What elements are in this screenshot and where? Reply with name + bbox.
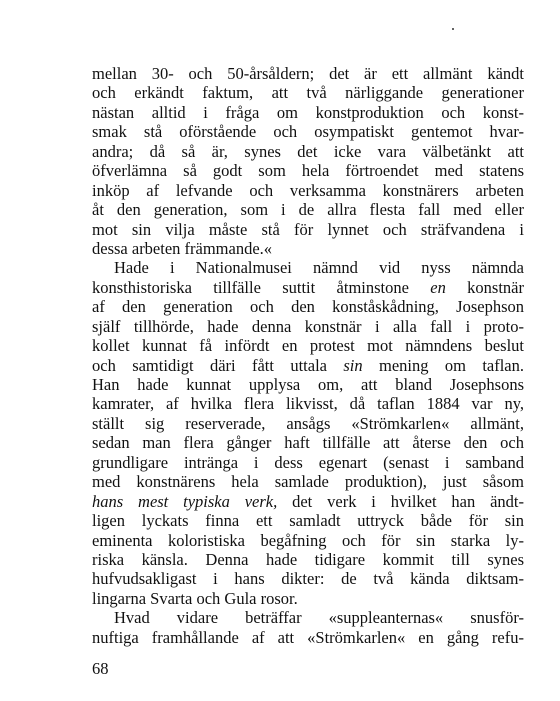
text-line: ligen lyckats finna ett samladt uttryck både för sin [92, 511, 524, 531]
text-line: kollet kunnat få infördt en protest mot nämndens beslut [92, 336, 524, 356]
text-line: och erkändt faktum, att två närliggande generationer [92, 83, 524, 103]
text-line: ställt sig reserverade, ansågs «Strömkarlen« allmänt, [92, 413, 524, 433]
text-line: hufvudsakligast i hans dikter: de två kända diktsam- [92, 569, 524, 589]
emphasis-text: sin [343, 355, 363, 375]
text-line: åt den generation, som i de allra flesta fall med eller [92, 200, 524, 220]
text-segment: det verk i hvilket han ändt- [277, 491, 524, 511]
text-line [92, 492, 524, 511]
text-line: nuftiga framhållande af att «Strömkarlen« en gång refu- [92, 627, 524, 647]
text-line: Han hade kunnat upplysa om, att bland Josephsons [92, 375, 524, 394]
text-line: Hade i Nationalmusei nämnd vid nyss nämnda [114, 258, 524, 278]
emphasis-text: en [430, 277, 446, 297]
text-line: sedan man flera gånger haft tillfälle att återse den och [92, 433, 524, 453]
text-line: dessa arbeten främmande.« [92, 238, 273, 258]
emphasis-text: hans mest typiska verk, [92, 491, 278, 511]
speck-mark [452, 28, 454, 30]
paragraph-2 [92, 258, 524, 608]
text-line: af den generation och den konståskådning, Josephson [92, 297, 524, 317]
text-line: mot sin vilja måste stå för lynnet och sträfvandena i [92, 219, 524, 239]
text-line: med konstnärens hela samlade produktion), just såsom [92, 472, 524, 492]
text-line: mellan 30- och 50-årsåldern; det är ett allmänt kändt [92, 64, 524, 83]
text-line: riska känsla. Denna hade tidigare kommit till synes [92, 549, 524, 569]
text-line [92, 356, 524, 375]
text-segment: mening om taflan. [362, 355, 525, 375]
book-page-text [92, 64, 524, 647]
text-line [92, 278, 524, 297]
text-segment: konstnär [445, 277, 525, 297]
text-line: smak stå oförstående och osympatiskt gentemot hvar- [92, 122, 524, 142]
text-line: Hvad vidare beträffar «suppleanternas« snusför- [114, 608, 524, 628]
text-line: öfverlämna så godt som hela förtroendet med statens [92, 161, 524, 181]
text-line: kamrater, af hvilka flera likvisst, då taflan 1884 var ny, [92, 394, 524, 414]
page-number: 68 [92, 659, 109, 678]
text-segment: konsthistoriska tillfälle suttit åtminstone [92, 277, 431, 297]
text-line: andra; då så är, synes det icke vara välbetänkt att [92, 141, 524, 161]
text-line: själf tillhörde, hade denna konstnär i alla fall i proto- [92, 316, 524, 336]
paragraph-1 [92, 64, 524, 258]
text-line: inköp af lefvande och verksamma konstnärers arbeten [92, 180, 524, 200]
text-segment: och samtidigt däri fått uttala [92, 355, 344, 375]
text-line: eminenta koloristiska begåfning och för sin starka ly- [92, 530, 524, 550]
paragraph-3 [92, 608, 524, 647]
text-line: nästan alltid i fråga om konstproduktion och konst- [92, 102, 524, 122]
text-line: lingarna Svarta och Gula rosor. [92, 588, 298, 608]
text-line: grundligare intränga i dess egenart (senast i samband [92, 452, 524, 472]
